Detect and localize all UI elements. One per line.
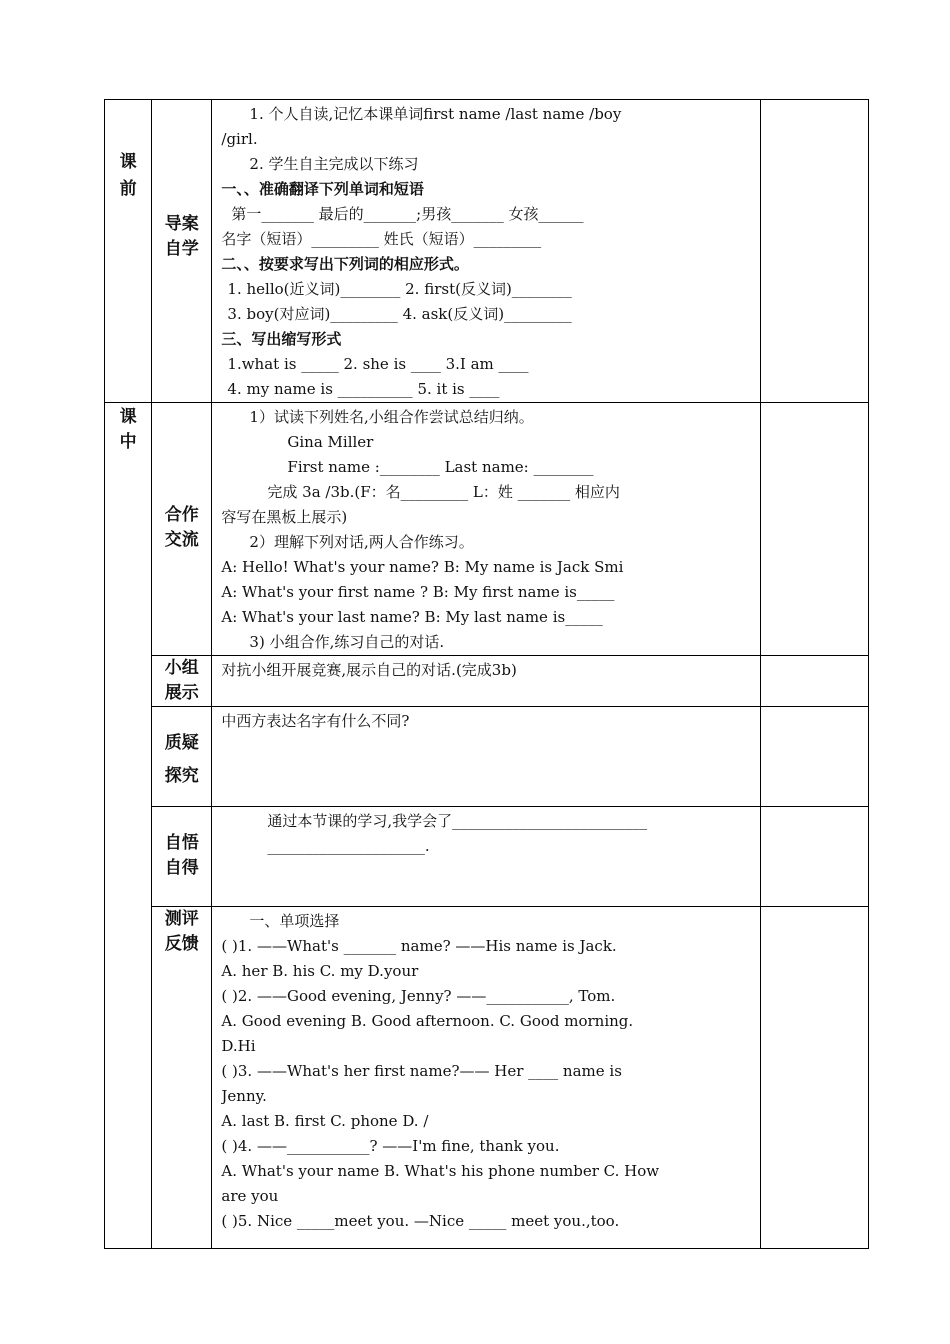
cooperate-content: 1）试读下列姓名,小组合作尝试总结归纳。 Gina Miller First name :________ Last name: ________ 完成 3a /3b.(F：名_________ L：姓 _______ 相应内 容写在黑板上展示) 2）理解下列对话,两人合作练习。 A: Hello! What's your name? B: My name is Jack Smi A: What's your first name ? B: My first name is_____ A: What's your last name? B: My last name is_____ 3) 小组合作,练习自己的对话. [212,403,760,656]
row-feedback [105,907,869,1249]
row-cooperate [105,403,869,656]
notes-show [760,656,868,707]
lesson-plan-table [104,99,869,1249]
feedback-content: 一、单项选择 ( )1. ——What's _______ name? ——His name is Jack. A. her B. his C. my D.your ( )2. ——Good evening, Jenny? ——___________, Tom. A. Good evening B. Good afternoon. C. Good morning. D.Hi ( )3. ——What's her first name?—— Her ____ name is Jenny. A. last B. first C. phone D. / ( )4. ——___________? ——I'm fine, thank you. A. What's your name B. What's his phone number C. How are you ( )5. Nice _____meet you. —Nice _____ meet you.,too. [212,907,760,1249]
row-inquiry [105,707,869,807]
preview-content: 1. 个人自读,记忆本课单词first name /last name /boy /girl. 2. 学生自主完成以下练习 一、、准确翻译下列单词和短语 第一_______ 最后的_______;男孩_______ 女孩______ 名字（短语）_________ 姓氏（短语）_________ 二、、按要求写出下列词的相应形式。 1. hello(近义词)________ 2. first(反义词)________ 3. boy(对应词)_________ 4. ask(反义词)_________ 三、写出缩写形式 1.what is _____ 2. she is ____ 3.I am ____ 4. my name is __________ 5. it is ____ [212,100,760,403]
notes-inquiry [760,707,868,807]
step-label-feedback: 测评 反馈 [152,907,212,1249]
inquiry-content: 中西方表达名字有什么不同? [212,707,760,807]
reflect-content: 通过本节课的学习,我学会了__________________________ _____________________. [212,807,760,907]
step-label-cooperate: 合作 交流 [152,403,212,656]
step-label-show: 小组 展示 [152,656,212,707]
notes-preview [760,100,868,403]
step-label-preview: 导案 自学 [152,100,212,403]
notes-cooperate [760,403,868,656]
stage-before-class: 课 前 [105,100,152,403]
step-label-inquiry: 质疑 探究 [152,707,212,807]
stage-during-class: 课 中 [105,403,152,1249]
show-content: 对抗小组开展竞赛,展示自己的对话.(完成3b) [212,656,760,707]
notes-feedback [760,907,868,1249]
row-reflect [105,807,869,907]
notes-reflect [760,807,868,907]
row-group-show [105,656,869,707]
step-label-reflect: 自悟 自得 [152,807,212,907]
row-preview [105,100,869,403]
